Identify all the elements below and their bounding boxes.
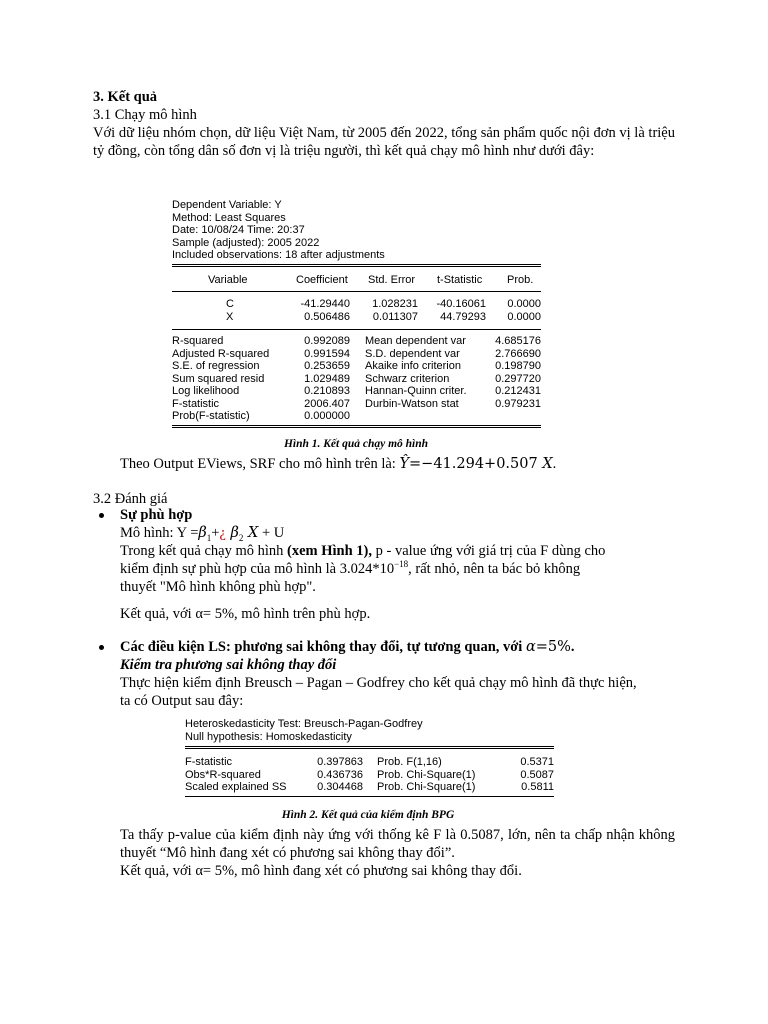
bpg-label: Scaled explained SS (185, 781, 287, 793)
stat-value: 0.000000 (304, 410, 350, 422)
eviews-header-line: Sample (adjusted): 2005 2022 (172, 236, 320, 249)
table-cell: 0.011307 (372, 310, 418, 323)
srf-equation: =−41.294+0.507 (409, 456, 543, 472)
table-rule (185, 746, 554, 747)
bpg-label: Prob. F(1,16) (377, 756, 442, 768)
figure-caption: Hình 2. Kết quả của kiểm định BPG (281, 809, 455, 821)
table-cell: 0.506486 (304, 310, 350, 323)
model-x: X (243, 525, 259, 541)
stat-label: S.E. of regression (172, 360, 260, 372)
eviews-header-line: Date: 10/08/24 Time: 20:37 (172, 224, 305, 236)
stat-value: 0.212431 (495, 385, 541, 397)
ls-title-end: . (570, 639, 575, 655)
figure-reference: (xem Hình 1), (287, 543, 372, 559)
stat-label: F-statistic (172, 397, 220, 410)
column-header: Coefficient (296, 274, 348, 286)
ls-title-text: Các điều kiện LS: phương sai không thay đổi, tự tương quan, với (120, 639, 526, 655)
alpha-symbol: α (525, 639, 536, 655)
stat-value: 0.991594 (304, 347, 350, 360)
intro-paragraph: Với dữ liệu nhóm chọn, dữ liệu Việt Nam, từ 2005 đến 2022, tổng sản phẩm quốc nội đơn vị là triệu tỷ đồng, còn tổng dân số đơn vị là triệu người, thì kết quả chạy mô hình như dưới đây: (93, 125, 675, 159)
stat-label: Schwarz criterion (365, 372, 450, 385)
fit-conclusion: Kết quả, với α= 5%, mô hình trên phù hợp. (120, 606, 371, 622)
eviews-header-line: Method: Least Squares (172, 211, 286, 224)
bpg-value: 0.304468 (317, 781, 363, 793)
eviews-header-line: Included observations: 18 after adjustments (172, 249, 385, 261)
stat-label: S.D. dependent var (365, 347, 460, 360)
ls-paragraph-line: Thực hiện kiểm định Breusch – Pagan – Godfrey cho kết quả chạy mô hình đã thực hiện, (120, 675, 637, 691)
stat-label: Hannan-Quinn criter. (365, 385, 467, 397)
table-cell: -41.29440 (300, 298, 350, 310)
stat-value: 0.210893 (304, 385, 350, 397)
stat-value: 0.992089 (304, 335, 350, 347)
bpg-value: 0.436736 (317, 768, 363, 781)
stat-value: 2006.407 (304, 397, 350, 410)
table-cell: -40.16061 (436, 298, 486, 310)
stat-value: 2.766690 (495, 347, 541, 360)
srf-lead: Theo Output EViews, SRF cho mô hình trên là: (120, 456, 400, 472)
table-cell: 0.0000 (507, 298, 541, 310)
column-header: t-Statistic (437, 274, 483, 286)
bpg-value: 0.5371 (520, 756, 554, 768)
stat-label: Durbin-Watson stat (365, 397, 459, 410)
bpg-label: Obs*R-squared (185, 768, 261, 781)
stat-label: Akaike info criterion (365, 360, 461, 372)
column-header: Std. Error (368, 274, 416, 286)
stat-label: Prob(F-statistic) (172, 410, 250, 422)
srf-x: X (542, 456, 553, 472)
bpg-label: Prob. Chi-Square(1) (377, 768, 476, 781)
bpg-label: Prob. Chi-Square(1) (377, 781, 476, 793)
bpg-value: 0.5087 (520, 768, 554, 781)
fit-title: Sự phù hợp (120, 507, 193, 523)
stat-label: Sum squared resid (172, 372, 265, 385)
beta1-subscript: 1 (206, 532, 212, 543)
model-tail: + U (258, 525, 285, 541)
column-header: Variable (208, 274, 248, 286)
beta1-symbol: β (198, 525, 207, 541)
exponent: −18 (394, 559, 409, 570)
table-cell: 1.028231 (372, 298, 418, 310)
table-cell: 44.79293 (440, 310, 486, 323)
column-header: Prob. (507, 274, 534, 286)
ls-subtitle: Kiểm tra phương sai không thay đổi (120, 657, 337, 673)
fit-text: p - value ứng với giá trị của F dùng cho (372, 543, 606, 559)
plus-sign: + (211, 525, 220, 541)
srf-end: . (552, 456, 557, 472)
stat-value: 1.029489 (304, 372, 350, 385)
eviews-header-line: Dependent Variable: Y (172, 199, 282, 211)
beta2-subscript: 2 (238, 532, 244, 543)
stat-label: Mean dependent var (365, 335, 466, 347)
subsection-heading: 3.2 Đánh giá (93, 491, 168, 507)
closing-paragraph: Ta thấy p-value của kiểm định này ứng với thống kê F là 0.5087, lớn, nên ta chấp nhận không thuyết “Mô hình đang xét có phương sai không thay đổi”. (120, 827, 675, 861)
yhat-symbol: Ŷ (399, 456, 410, 472)
bpg-value: 0.5811 (521, 781, 554, 793)
fit-text: , rất nhỏ, nên ta bác bỏ không (408, 561, 581, 577)
section-heading: 3. Kết quả (93, 89, 158, 105)
closing-conclusion: Kết quả, với α= 5%, mô hình đang xét có phương sai không thay đổi. (120, 863, 522, 879)
bpg-header-line: Null hypothesis: Homoskedasticity (185, 731, 352, 743)
stat-value: 0.198790 (495, 360, 541, 372)
fit-text: kiểm định sự phù hợp của mô hình là 3.024*10 (120, 561, 395, 577)
error-mark: ¿ (219, 525, 226, 541)
stat-label: Adjusted R-squared (172, 347, 270, 360)
bpg-label: F-statistic (185, 756, 233, 768)
stat-value: 0.297720 (495, 372, 541, 385)
table-cell: 0.0000 (507, 310, 541, 323)
subsection-heading: 3.1 Chạy mô hình (93, 107, 197, 123)
stat-value: 0.979231 (495, 397, 541, 410)
fit-paragraph-line: thuyết "Mô hình không phù hợp". (120, 579, 316, 595)
fit-text: Trong kết quả chạy mô hình (120, 543, 288, 559)
table-cell: X (226, 310, 234, 323)
alpha-value: =5% (535, 639, 571, 655)
stat-label: R-squared (172, 335, 224, 347)
stat-value: 0.253659 (304, 360, 350, 372)
bpg-value: 0.397863 (317, 756, 363, 768)
stat-label: Log likelihood (172, 385, 240, 397)
beta2-symbol: β (225, 525, 239, 541)
stat-value: 4.685176 (495, 335, 541, 347)
table-cell: C (226, 298, 234, 310)
ls-paragraph-line: ta có Output sau đây: (120, 693, 244, 709)
table-rule (185, 796, 554, 797)
model-lead: Mô hình: Y = (120, 525, 199, 541)
figure-caption: Hình 1. Kết quả chạy mô hình (283, 438, 429, 450)
table-rule (185, 748, 554, 749)
bpg-header-line: Heteroskedasticity Test: Breusch-Pagan-Godfrey (185, 718, 423, 730)
